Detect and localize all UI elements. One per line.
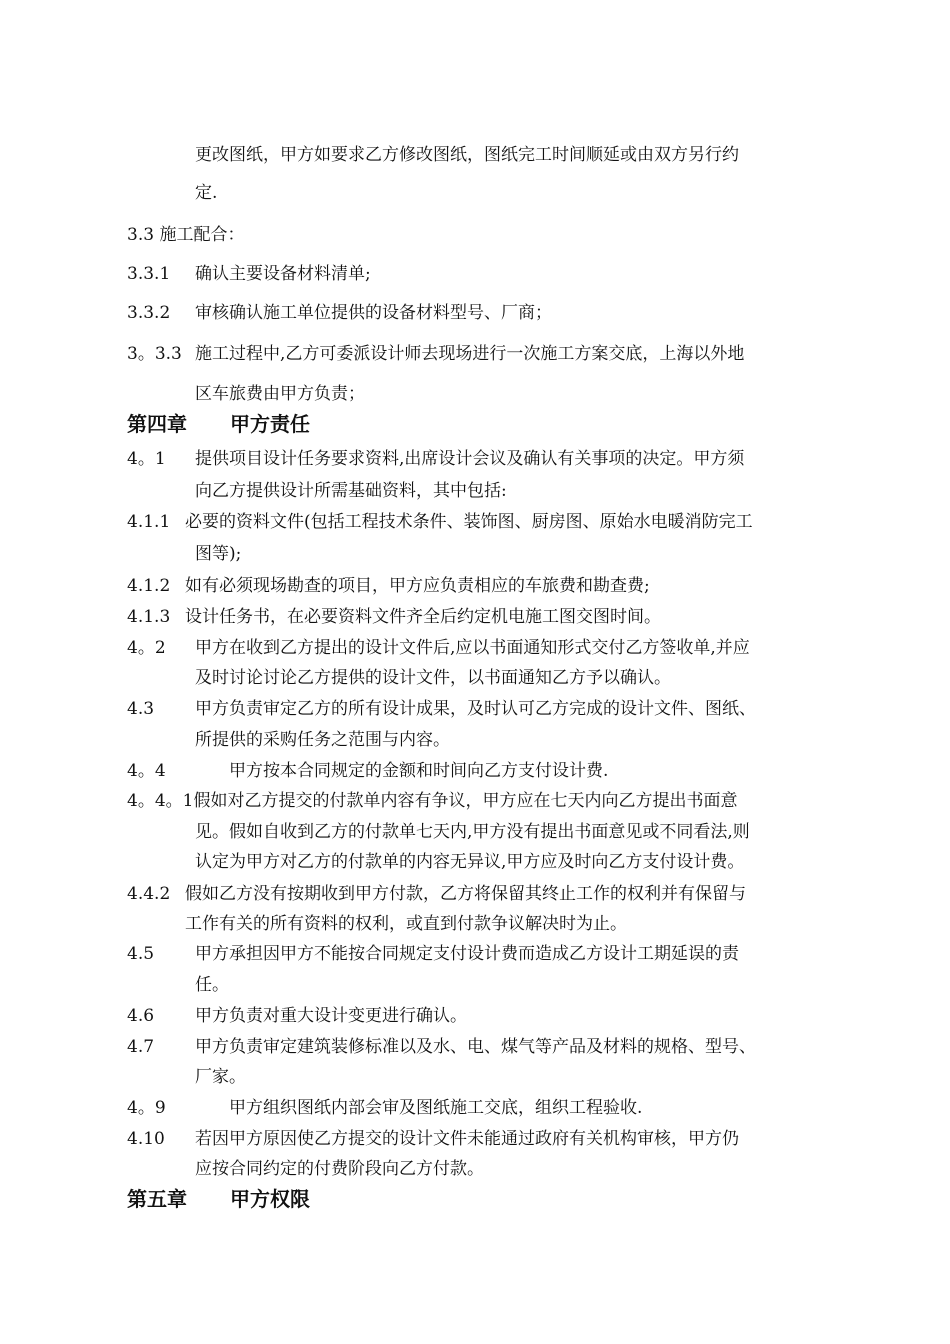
- clause-text: 厂家。: [195, 1067, 246, 1087]
- clause-number: 3.3.2: [127, 303, 171, 323]
- clause-text: 任。: [195, 975, 229, 995]
- clause-number: 4.3: [127, 699, 155, 719]
- clause-text: 所提供的采购任务之范围与内容。: [195, 730, 450, 750]
- clause-text: 图等);: [195, 544, 242, 564]
- clause-number: 3。3.3: [127, 344, 182, 364]
- chapter-title: 甲方责任: [230, 412, 310, 436]
- clause-text: 及时讨论讨论乙方提供的设计文件，以书面通知乙方予以确认。: [195, 668, 671, 688]
- clause-text: 审核确认施工单位提供的设备材料型号、厂商；: [195, 303, 552, 323]
- clause-text: 设计任务书，在必要资料文件齐全后约定机电施工图交图时间。: [185, 607, 661, 627]
- chapter-label: 第五章: [127, 1187, 187, 1211]
- clause-text: 向乙方提供设计所需基础资料，其中包括:: [195, 481, 507, 501]
- clause-number: 4.1.3: [127, 607, 171, 627]
- clause-text: 确认主要设备材料清单;: [195, 264, 371, 284]
- clause-number: 4。2: [127, 638, 166, 658]
- clause-text: 施工过程中,乙方可委派设计师去现场进行一次施工方案交底，上海以外地: [195, 344, 745, 364]
- clause-number: 4.6: [127, 1006, 155, 1026]
- clause-text: 必要的资料文件(包括工程技术条件、装饰图、厨房图、原始水电暖消防完工: [185, 512, 753, 532]
- clause-number: 4.1.2: [127, 576, 171, 596]
- chapter-label: 第四章: [127, 412, 187, 436]
- clause-text: 甲方按本合同规定的金额和时间向乙方支付设计费.: [229, 761, 609, 781]
- clause-text: 甲方承担因甲方不能按合同规定支付设计费而造成乙方设计工期延误的责: [195, 944, 739, 964]
- clause-text: 4。4。1假如对乙方提交的付款单内容有争议，甲方应在七天内向乙方提出书面意: [127, 791, 738, 811]
- clause-number: 4。4: [127, 761, 166, 781]
- clause-text: 假如乙方没有按期收到甲方付款，乙方将保留其终止工作的权利并有保留与: [185, 884, 746, 904]
- clause-number: 3.3.1: [127, 264, 171, 284]
- clause-text: 应按合同约定的付费阶段向乙方付款。: [195, 1159, 484, 1179]
- intro-line: 更改图纸，甲方如要求乙方修改图纸，图纸完工时间顺延或由双方另行约: [195, 145, 739, 165]
- chapter-title: 甲方权限: [230, 1187, 310, 1211]
- clause-text: 见。假如自收到乙方的付款单七天内,甲方没有提出书面意见或不同看法,则: [195, 822, 750, 842]
- clause-text: 甲方负责审定乙方的所有设计成果，及时认可乙方完成的设计文件、图纸、: [195, 699, 756, 719]
- clause-text: 甲方负责审定建筑装修标准以及水、电、煤气等产品及材料的规格、型号、: [195, 1037, 756, 1057]
- clause-number: 4.10: [127, 1129, 165, 1149]
- clause-text: 甲方负责对重大设计变更进行确认。: [195, 1006, 467, 1026]
- clause-text: 认定为甲方对乙方的付款单的内容无异议,甲方应及时向乙方支付设计费。: [195, 852, 745, 872]
- clause-text: 如有必须现场勘查的项目，甲方应负责相应的车旅费和勘查费;: [185, 576, 650, 596]
- clause-text: 若因甲方原因使乙方提交的设计文件未能通过政府有关机构审核，甲方仍: [195, 1129, 739, 1149]
- clause-text: 区车旅费由甲方负责；: [195, 384, 365, 404]
- clause-number: 4。1: [127, 449, 166, 469]
- clause-text: 提供项目设计任务要求资料,出席设计会议及确认有关事项的决定。甲方须: [195, 449, 745, 469]
- intro-line: 定.: [195, 183, 218, 203]
- clause-number: 4。9: [127, 1098, 166, 1118]
- clause-number: 4.1.1: [127, 512, 171, 532]
- clause-number: 4.4.2: [127, 884, 171, 904]
- clause-text: 工作有关的所有资料的权利，或直到付款争议解决时为止。: [185, 914, 627, 934]
- clause-text: 甲方组织图纸内部会审及图纸施工交底，组织工程验收.: [229, 1098, 643, 1118]
- clause-text: 甲方在收到乙方提出的设计文件后,应以书面通知形式交付乙方签收单,并应: [195, 638, 750, 658]
- clause-number: 4.5: [127, 944, 155, 964]
- clause-number: 4.7: [127, 1037, 155, 1057]
- section-title: 3.3 施工配合：: [127, 225, 245, 245]
